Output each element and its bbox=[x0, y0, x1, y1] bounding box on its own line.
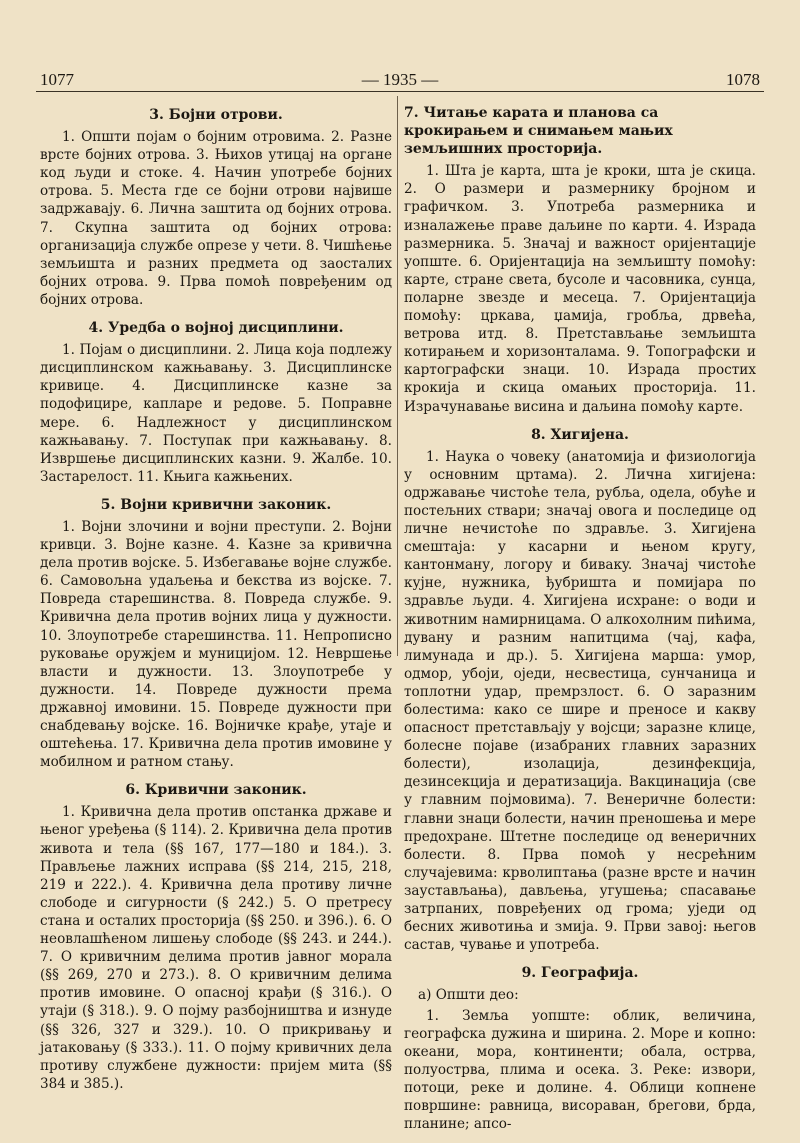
section-8-title: 8. Хигијена. bbox=[531, 426, 629, 443]
year-heading: — 1935 — bbox=[361, 70, 439, 89]
section-9-text: 1. Земља уопште: облик, величина, географска дужина и ширина. 2. Море и копно: океани, мора, континенти; обала, острва, полуострва, плима и осека. 3. Реке: извори, потоци, реке и долине. 4. Облици копнене површине: равница, висораван, брегови, брда, планине; апсо- bbox=[404, 1007, 756, 1133]
section-5-text: 1. Војни злочини и војни преступи. 2. Војни кривци. 3. Војне казне. 4. Казне за кривична дела против војске. 5. Избегавање војне службе. 6. Самовољна удаљења и бекства из војске. 7. Повреда старешинства. 8. Повреда службе. 9. Кривична дела против војних лица у дужности. 10. Злоупотребе старешинства. 11. Непрописно руковање оружјем и муницијом. 12. Невршење власти и дужности. 13. Злоупотребе у дужности. 14. Повреде дужности према државној имовини. 15. Повреде дужности при снабдевању војске. 16. Војничке крађе, утаје и оштећења. 17. Кривична дела против имовине у мобилном и ратном стању. bbox=[40, 518, 392, 771]
page-number-right: 1078 bbox=[726, 70, 760, 89]
column-divider bbox=[397, 96, 398, 656]
section-6-title: 6. Кривични законик. bbox=[125, 782, 307, 799]
section-8-text: 1. Наука о човеку (анатомија и физиологија у основним цртама). 2. Лична хигијена: одржавање чистоће тела, рубља, одела, обуће и постељних ствари; значај овога и последице од личне нечистоће по здравље. 3. Хигијена смештаја: у касарни и њеном кругу, кантонману, логору и бивакy. Значај чистоће кујне, нужника, ђубришта и помијара по здравље људи. 4. Хигијена исхране: о води и животним намирницама. О алкохолним пићима, дувану и разним напитцима (чај, кафа, лимунада и др.). 5. Хигијена марша: умор, одмор, убоји, оједи, несвестица, сунчаница и топлотни удар, премрзлост. 6. О заразним болестима: како се шире и преносе и какву опасност претстављају у војсци; заразне клице, болесне појаве (изабраних главних заразних болести), изолација, дезинфекција, дезинсекција и дератизација. Вакцинација (све у главним појмовима). 7. Венеричне болести: главни знаци болести, начин преношења и мере предохране. Штетне последице од венеричних болести. 8. Прва помоћ у несрећним случајевима: крволиптања (разне врсте и начин заустављања), дављења, угушења; спасавање затрпаних, повређених од грома; уједи од бесних животиња и змија. 9. Први завој: његов састав, чување и употреба. bbox=[404, 448, 756, 954]
right-column bbox=[404, 100, 756, 1143]
section-3-title: 3. Бојни отрови. bbox=[149, 107, 283, 123]
section-4-title: 4. Уредба о војној дисциплини. bbox=[88, 320, 344, 337]
header-rule bbox=[36, 91, 764, 92]
section-9-subheading: а) Општи део: bbox=[418, 987, 519, 1004]
section-9-title: 9. Географија. bbox=[521, 965, 639, 982]
page-header bbox=[30, 64, 770, 88]
section-4-text: 1. Појам о дисциплини. 2. Лица која подлежу дисциплинском кажњавању. 3. Дисциплинске кривице. 4. Дисциплинске казне за подофицире, капларе и редове. 5. Поправне мере. 6. Надлежност у дисциплинском кажњавању. 7. Поступак при кажњавању. 8. Извршење дисциплинских казни. 9. Жалбе. 10. Застарелост. 11. Књига кажњених. bbox=[40, 342, 392, 485]
section-7-title: 7. Читање карата и планова са крокирањем и снимањем мањих земљишних просторија. bbox=[404, 105, 673, 158]
left-column bbox=[40, 100, 392, 1103]
page-number-left: 1077 bbox=[40, 70, 74, 89]
section-7-text: 1. Шта је карта, шта је кроки, шта је скица. 2. О размери и размернику бројном и графичком. 3. Употреба размерника и изналажење праве даљине по карти. 4. Израда размерника. 5. Значај и важност оријентације уопште. 6. Оријентација на земљишту помоћу: карте, стране света, бусоле и часовника, сунца, поларне звезде и месеца. 7. Оријентација помоћу: цркава, џамија, гробља, дрвећа, ветрова итд. 8. Претстављање земљишта котирањем и хоризонталама. 9. Топографски и картографски знаци. 10. Израда простих крокија и скица омањих просторија. 11. Израчунавање висина и даљина помоћу карте. bbox=[404, 163, 756, 415]
section-3-text: 1. Општи појам о бојним отровима. 2. Разне врсте бојних отрова. 3. Њихов утицај на органе код људи и стоке. 4. Начин употребе бојних отрова. 5. Места где се бојни отрови највише задржавају. 6. Лична заштита од бојних отрова. 7. Скупна заштита од бојних отрова: организација службе опрезе у чети. 8. Чишћење земљишта и разних предмета од заосталих бојних отрова. 9. Прва помоћ повређеним од бојних отрова. bbox=[40, 129, 392, 308]
section-5-title: 5. Војни кривични законик. bbox=[100, 496, 332, 513]
section-6-text: 1. Кривична дела против опстанка државе и њеног уређења (§ 114). 2. Кривична дела против живота и тела (§§ 167, 177—180 и 184.). 3. Прављење лажних исправа (§§ 214, 215, 218, 219 и 222.). 4. Кривична дела противу личне слободе и сигурности (§ 242.) 5. О претресу стана и осталих просторија (§§ 250. и 396.). 6. О неовлашћеном лишењу слободе (§§ 243. и 244.). 7. О кривичним делима против јавног морала (§§ 269, 270 и 273.). 8. О кривичним делима против имовине. О опасној крађи (§ 316.). О утаји (§ 318.). 9. О појму разбојништва и изнуде (§§ 326, 327 и 329.). 10. О прикривању и јатаковању (§ 333.). 11. О појму кривичних дела противу службене дужности: пријем мита (§§ 384 и 385.). bbox=[40, 804, 392, 1092]
